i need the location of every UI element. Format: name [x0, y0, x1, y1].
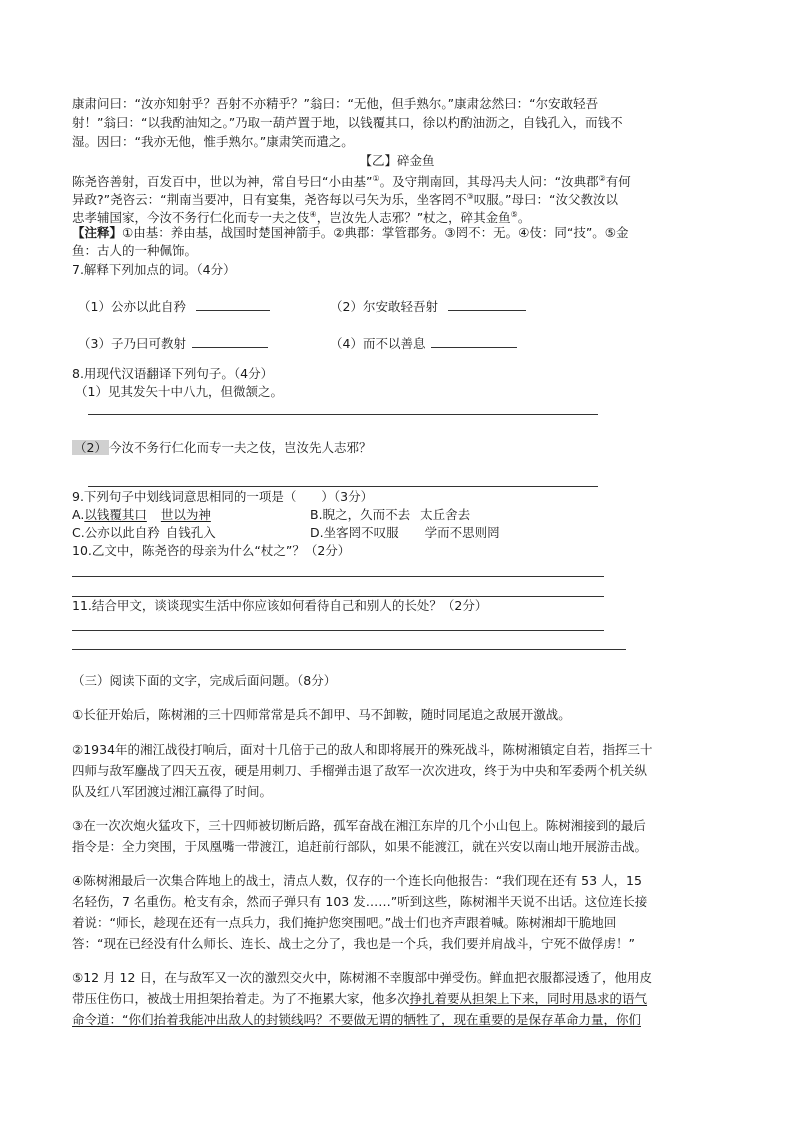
part3-paragraph-4-line: 答：“现在已经没有什么师长、连长、战士之分了，我也是一个兵，我们要并肩战斗，宁死不做俘虏！”	[72, 936, 635, 951]
passage-b-line-3: 忠孝辅国家，今汝不务行仁化而专一夫之伎④，岂汝先人志邪？”杖之，碎其金鱼⑤。	[72, 210, 531, 226]
part3-paragraph-5-line: 命令道：“你们抬着我能冲出敌人的封锁线吗？不要做无谓的牺牲了，现在重要的是保存革命力量，你们	[72, 1012, 641, 1027]
q8-sentence-2: （2） 今汝不务行仁化而专一夫之伎，岂汝先人志邪？	[74, 440, 372, 455]
q7-stem: 7.解释下列加点的词。（4分）	[72, 262, 236, 277]
q9-option-d: D.坐客罔不叹服 学而不思则罔	[310, 525, 500, 540]
q11-answer-line-2[interactable]	[72, 649, 626, 650]
q8-answer-line-1[interactable]	[88, 414, 598, 415]
footnote-mark: ①	[372, 174, 380, 183]
q10-answer-line-1[interactable]	[72, 576, 604, 577]
q9-option-a: A.以钱覆其口 世以为神	[72, 507, 211, 522]
q10-stem: 10.乙文中，陈尧咨的母亲为什么“杖之”？（2分）	[72, 543, 351, 558]
q7-item-2: （2）尔安敢轻吾射	[330, 297, 526, 315]
part3-paragraph-3-line: 指令是：全力突围，于凤凰嘴一带渡江，追赶前行部队，如果不能渡江，就在兴安以南山地开展游击战。	[72, 839, 648, 854]
part3-paragraph-1: ①长征开始后，陈树湘的三十四师常常是兵不卸甲、马不卸鞍，随时同尾追之敌展开激战。	[72, 707, 571, 722]
q8-answer-line-2[interactable]	[88, 486, 598, 487]
q11-stem: 11.结合甲文，谈谈现实生活中你应该如何看待自己和别人的长处？（2分）	[72, 598, 488, 613]
q7-answer-blank-3[interactable]	[192, 334, 268, 348]
passage-a-line: 湿。因曰：“我亦无他，惟手熟尔。”康肃笑而遣之。	[72, 134, 354, 149]
q7-answer-blank-4[interactable]	[431, 334, 517, 348]
q8-stem: 8.用现代汉语翻译下列句子。（4分）	[72, 366, 274, 381]
q7-answer-blank-1[interactable]	[196, 297, 270, 311]
q7-item-3: （3）子乃曰可教射	[78, 334, 268, 352]
notes-line-2: 鱼：古人的一种佩饰。	[72, 243, 198, 258]
q7-item-4: （4）而不以善息	[330, 334, 517, 352]
q9-option-b: B.睨之，久而不去 太丘舍去	[310, 507, 471, 522]
footnote-mark: ⑤	[510, 210, 518, 219]
part3-paragraph-5-line: ⑤12 月 12 日，在与敌军又一次的激烈交火中，陈树湘不幸腹部中弹受伤。鲜血把衣服都浸透了，他用皮	[72, 970, 652, 985]
footnote-mark: ②	[598, 174, 606, 183]
part3-paragraph-4-line: 名轻伤，7 名重伤。枪支有余，然而子弹只有 103 发……”听到这些，陈树湘半天说不出话。这位连长接	[72, 894, 648, 909]
passage-b-title: 【乙】碎金鱼	[359, 153, 435, 168]
passage-b-line-1: 陈尧咨善射，百发百中，世以为神，常自号曰“小由基”①。及守荆南回，其母冯夫人问：“汝典郡②有何	[72, 174, 631, 190]
q8-sentence-2-number: （2）	[74, 440, 107, 455]
passage-b-line-2: 异政?”尧咨云：“荆南当要冲，日有宴集，尧咨每以弓矢为乐，坐客罔不③叹服。”母曰：“汝父教汝以	[72, 192, 618, 208]
part3-paragraph-4-line: 着说：“师长，趁现在还有一点兵力，我们掩护您突围吧。”战士们也齐声跟着喊。陈树湘却干脆地回	[72, 915, 617, 930]
q9-option-c: C.公亦以此自矜 自钱孔入	[72, 525, 216, 540]
underlined-sentence: 挣扎着要从担架上下来，同时用恳求的语气	[409, 991, 648, 1006]
part3-paragraph-4-line: ④陈树湘最后一次集合阵地上的战士，清点人数，仅存的一个连长向他报告：“我们现在还有 53 人，15	[72, 873, 642, 888]
part3-paragraph-2-line: 四师与敌军鏖战了四天五夜，硬是用刺刀、手榴弹击退了敌军一次次进攻，终于为中央和军委两个机关纵	[72, 763, 648, 778]
q10-answer-line-2[interactable]	[72, 596, 604, 597]
part3-paragraph-2-line: ②1934年的湘江战役打响后，面对十几倍于己的敌人和即将展开的殊死战斗，陈树湘镇定自若，指挥三十	[72, 742, 653, 757]
q7-item-1: （1）公亦以此自矜	[78, 297, 270, 315]
q7-answer-blank-2[interactable]	[448, 297, 526, 311]
notes-label: 【注释】	[72, 225, 123, 240]
part3-paragraph-2-line: 队及红八军团渡过湘江赢得了时间。	[72, 784, 273, 799]
q8-sentence-1: （1）见其发矢十中八九，但微颔之。	[75, 384, 283, 399]
q11-answer-line-1[interactable]	[72, 630, 604, 631]
q9-stem: 9.下列句子中划线词意思相同的一项是（ ）（3分）	[72, 489, 374, 504]
footnote-mark: ③	[466, 192, 474, 201]
footnote-mark: ④	[309, 210, 317, 219]
part3-paragraph-3-line: ③在一次次炮火猛攻下，三十四师被切断后路，孤军奋战在湘江东岸的几个小山包上。陈树湘接到的最后	[72, 818, 646, 833]
part3-paragraph-5-line: 带压住伤口，被战士用担架抬着走。为了不拖累大家，他多次挣扎着要从担架上下来，同时用恳求的语气	[72, 991, 648, 1006]
notes-line-1: 【注释】①由基：养由基，战国时楚国神箭手。②典郡：掌管郡务。③罔不：无。④伎：同“技”。⑤金	[72, 225, 629, 240]
passage-a-line: 射！”翁曰：“以我酌油知之。”乃取一葫芦置于地，以钱覆其口，徐以杓酌油沥之，自钱孔入，而钱不	[72, 115, 623, 130]
passage-a-line: 康肃问曰：“汝亦知射乎？吾射不亦精乎？”翁曰：“无他，但手熟尔。”康肃忿然曰：“尔安敢轻吾	[72, 96, 599, 111]
part3-heading: （三）阅读下面的文字，完成后面问题。（8分）	[72, 673, 337, 688]
